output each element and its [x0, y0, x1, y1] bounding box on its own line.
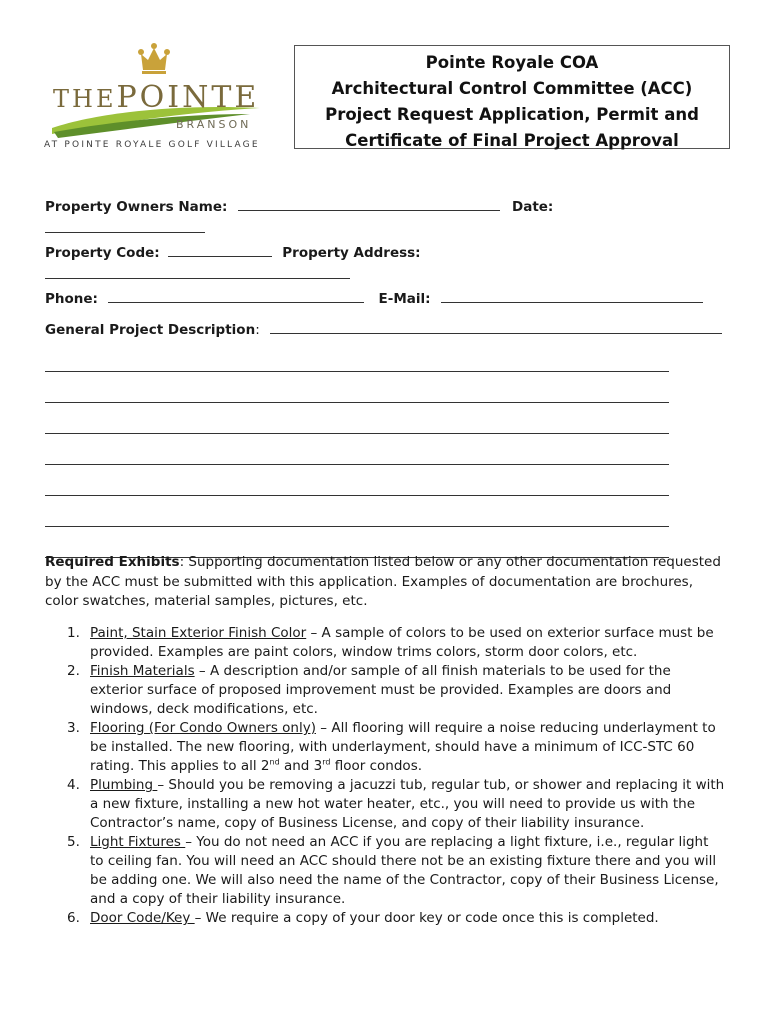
- list-item-text: – We require a copy of your door key or code once this is completed.: [194, 910, 659, 926]
- description-field[interactable]: [270, 321, 722, 334]
- email-field[interactable]: [441, 290, 703, 303]
- property-code-row: [45, 242, 735, 264]
- owners-name-field[interactable]: [238, 198, 500, 211]
- description-lines: [45, 341, 735, 558]
- list-item-text: – Should you be removing a jacuzzi tub, regular tub, or shower and replacing it with a new fixture, installing a new hot water heater, etc., you will need to provide us with the Contractor’s name, copy of Business License, and copy of their liability insurance.: [90, 777, 725, 831]
- list-number: 3.: [67, 720, 80, 736]
- description-label: General Project Description: [45, 322, 256, 338]
- applicant-form: [45, 196, 735, 558]
- list-item-text: floor condos.: [330, 758, 423, 774]
- description-row: [45, 319, 735, 341]
- logo: [40, 42, 270, 157]
- list-item: [45, 662, 725, 719]
- list-item-title: Light Fixtures: [90, 834, 186, 850]
- property-code-field[interactable]: [168, 244, 272, 257]
- crown-icon: [138, 43, 170, 74]
- description-line[interactable]: [45, 434, 669, 465]
- logo-wordmark: [53, 80, 259, 115]
- description-colon: :: [255, 322, 260, 338]
- list-item: [45, 776, 725, 833]
- property-code-label: Property Code:: [45, 245, 160, 261]
- owner-row: [45, 196, 735, 218]
- logo-pointe: POINTE: [116, 80, 260, 115]
- date-label: Date:: [512, 199, 554, 215]
- list-item: [45, 624, 725, 662]
- list-item-text: – A description and/or sample of all finish materials to be used for the exterior surface of proposed improvement must be provided. Examples are doors and windows, deck modifications, etc.: [90, 663, 672, 717]
- property-address-label: Property Address:: [282, 245, 421, 261]
- list-item-title: Plumbing: [90, 777, 158, 793]
- list-number: 6.: [67, 910, 80, 926]
- required-exhibits-text: : Supporting documentation listed below or any other documentation requested by the ACC must be submitted with this application. Examples of documentation are brochures, color swatches, material samples, pictures, etc.: [45, 554, 721, 609]
- list-item-title: Finish Materials: [90, 663, 195, 679]
- list-item-title: Door Code/Key: [90, 910, 195, 926]
- email-label: E-Mail:: [378, 291, 431, 307]
- form-title-box: [294, 45, 730, 149]
- title-line-4: Certificate of Final Project Approval: [345, 131, 679, 150]
- list-number: 4.: [67, 777, 80, 793]
- ordinal-suffix: rd: [322, 757, 331, 767]
- required-exhibits-paragraph: [45, 553, 725, 612]
- list-item: [45, 909, 725, 928]
- logo-tagline: AT POINTE ROYALE GOLF VILLAGE: [44, 140, 260, 150]
- phone-field[interactable]: [108, 290, 364, 303]
- list-item-title: Flooring (For Condo Owners only): [90, 720, 316, 736]
- property-address-row: [45, 264, 735, 286]
- ordinal-suffix: nd: [269, 757, 280, 767]
- list-item-text: – A sample of colors to be used on exterior surface must be provided. Examples are paint colors, window trims colors, storm door colors, etc.: [90, 625, 714, 660]
- description-line[interactable]: [45, 465, 669, 496]
- list-number: 2.: [67, 663, 80, 679]
- description-line[interactable]: [45, 496, 669, 527]
- list-item: [45, 719, 725, 776]
- description-line[interactable]: [45, 372, 669, 403]
- exhibit-list: [45, 624, 725, 928]
- description-line[interactable]: [45, 403, 669, 434]
- list-item-text: – All flooring will require a noise reducing underlayment to be installed. The new flooring, with underlayment, should have a minimum of ICC-STC 60 rating. This applies to all 2: [90, 720, 716, 774]
- list-item-text: and 3: [279, 758, 323, 774]
- required-exhibits-heading: Required Exhibits: [45, 554, 180, 570]
- title-line-3: Project Request Application, Permit and: [325, 105, 699, 124]
- logo-the: THE: [53, 85, 117, 113]
- list-number: 1.: [67, 625, 80, 641]
- owners-name-label: Property Owners Name:: [45, 199, 228, 215]
- date-row: [45, 218, 735, 240]
- list-item-text: – You do not need an ACC if you are replacing a light fixture, i.e., regular light to ceiling fan. You will need an ACC should there not be an existing fixture there and you will be adding one. We will also need the name of the Contractor, copy of their Business License, and a copy of their liability insurance.: [90, 834, 719, 907]
- date-field[interactable]: [45, 220, 205, 233]
- list-item-title: Paint, Stain Exterior Finish Color: [90, 625, 307, 641]
- logo-branson: BRANSON: [176, 118, 252, 131]
- phone-label: Phone:: [45, 291, 98, 307]
- title-line-2: Architectural Control Committee (ACC): [331, 79, 693, 98]
- list-item: [45, 833, 725, 909]
- phone-row: [45, 288, 735, 310]
- property-address-field[interactable]: [45, 266, 350, 279]
- list-number: 5.: [67, 834, 80, 850]
- title-line-1: Pointe Royale COA: [425, 53, 599, 72]
- description-line[interactable]: [45, 341, 669, 372]
